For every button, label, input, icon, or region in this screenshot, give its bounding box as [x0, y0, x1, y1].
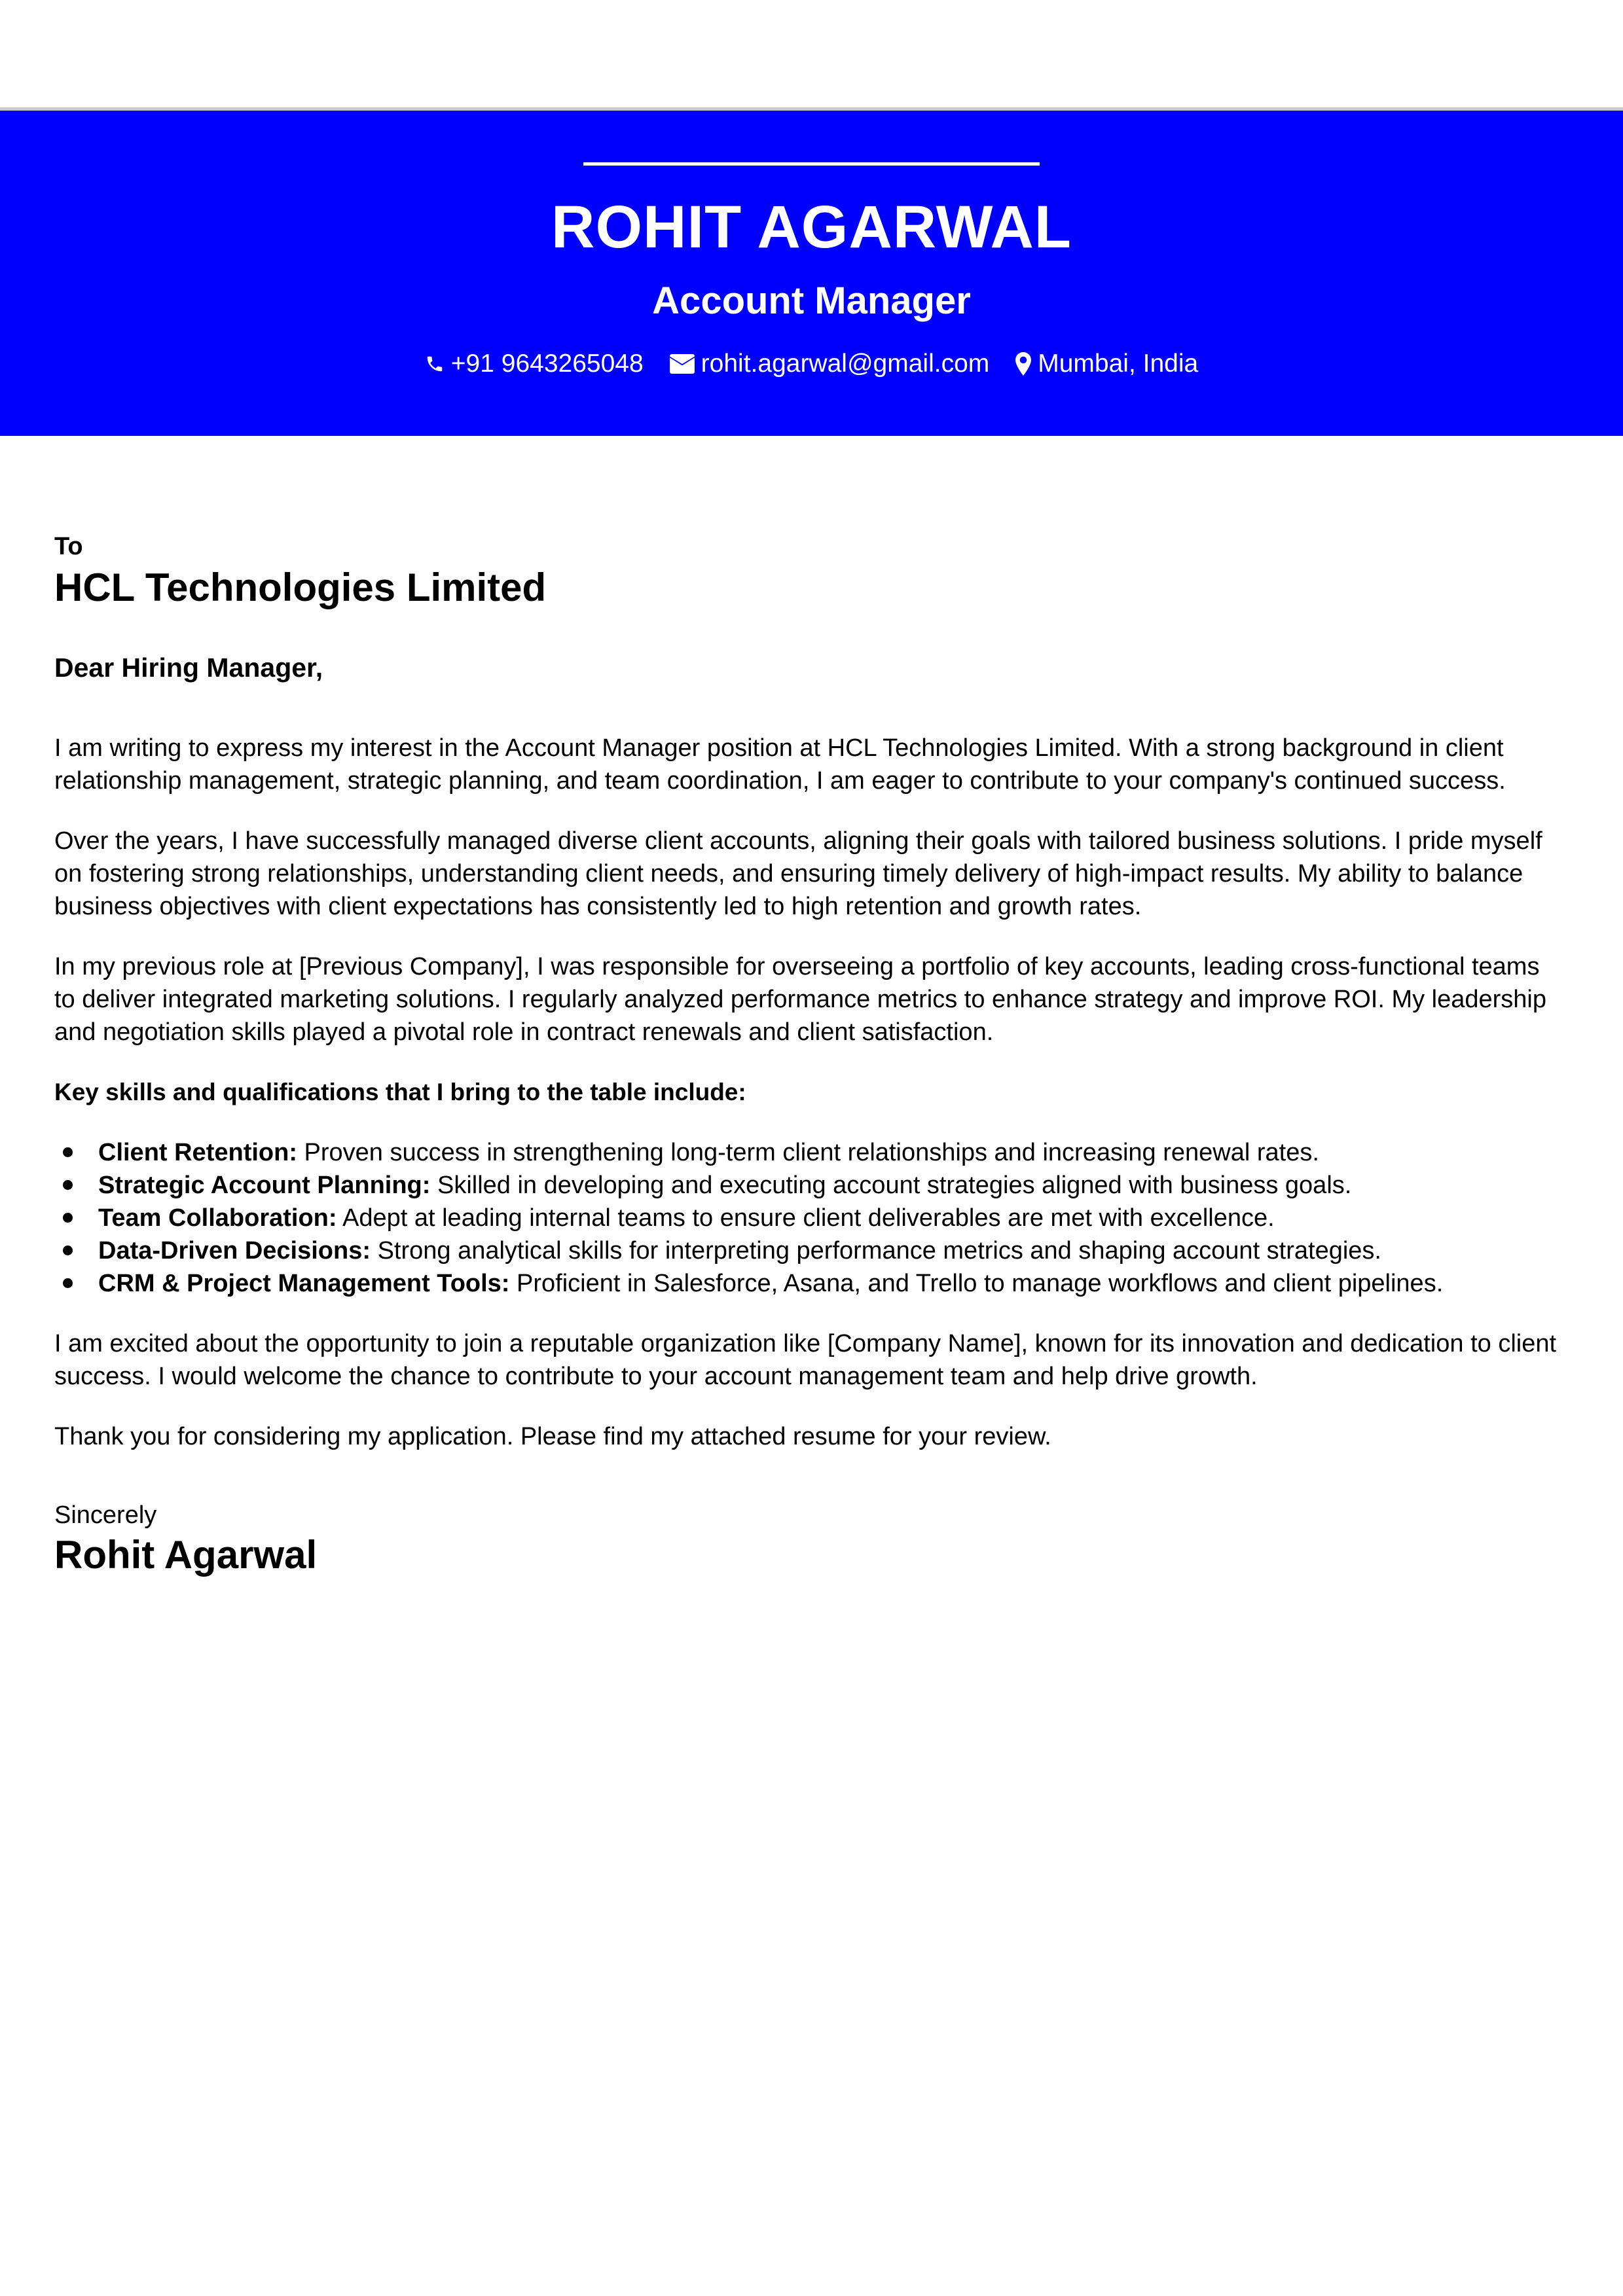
recipient-label: To	[54, 533, 83, 560]
applicant-title: Account Manager	[652, 279, 971, 322]
signature-name: Rohit Agarwal	[54, 1533, 318, 1577]
skill-description: Strong analytical skills for interpreting performance metrics and shaping account strategies.	[371, 1237, 1381, 1265]
email-address: rohit.agarwal@gmail.com	[701, 350, 990, 378]
list-item	[98, 1202, 1560, 1234]
email-icon	[670, 354, 695, 374]
contact-info	[0, 348, 1623, 380]
contact-email	[670, 348, 990, 380]
paragraph-closing: I am excited about the opportunity to join a reputable organization like [Company Name], known for its innovation and dedication to client success. I would welcome the chance to contribute to your account management team and help drive growth.	[54, 1330, 1557, 1390]
sign-off: Sincerely	[54, 1501, 157, 1529]
skill-description: Skilled in developing and executing account strategies aligned with business goals.	[430, 1172, 1352, 1199]
contact-location	[1015, 348, 1198, 380]
skill-label: Data-Driven Decisions:	[98, 1237, 371, 1265]
paragraph-intro: I am writing to express my interest in the Account Manager position at HCL Technologies Limited. With a strong background in client relationship management, strategic planning, and team coordination, I am eager to contribute to your company's continued success.	[54, 734, 1506, 795]
salutation: Dear Hiring Manager,	[54, 653, 323, 683]
skill-description: Proven success in strengthening long-term client relationships and increasing renewal rates.	[297, 1139, 1319, 1166]
letter-body	[54, 530, 1560, 1579]
list-item	[98, 1169, 1560, 1202]
skills-heading: Key skills and qualifications that I bring to the table include:	[54, 1079, 746, 1105]
list-item	[98, 1234, 1560, 1267]
skill-label: Strategic Account Planning:	[98, 1172, 431, 1199]
contact-phone	[425, 348, 644, 380]
skill-description: Proficient in Salesforce, Asana, and Trello to manage workflows and client pipelines.	[509, 1270, 1444, 1297]
paragraph-thanks: Thank you for considering my application. Please find my attached resume for your review.	[54, 1423, 1051, 1450]
paragraph-previous-role: In my previous role at [Previous Company], I was responsible for overseeing a portfolio of key accounts, leading cross-functional teams to deliver integrated marketing solutions. I regularly analyzed performance metrics to enhance strategy and improve ROI. My leadership and negotiation skills played a pivotal role in contract renewals and client satisfaction.	[54, 953, 1546, 1046]
list-item	[98, 1136, 1560, 1169]
skill-label: Client Retention:	[98, 1139, 297, 1166]
list-item	[98, 1267, 1560, 1300]
phone-icon	[425, 353, 445, 375]
skill-label: CRM & Project Management Tools:	[98, 1270, 510, 1297]
paragraph-experience: Over the years, I have successfully managed diverse client accounts, aligning their goals with tailored business solutions. I pride myself on fostering strong relationships, understanding client needs, and ensuring timely delivery of high-impact results. My ability to balance business objectives with client expectations has consistently led to high retention and growth rates.	[54, 827, 1542, 920]
header-accent-line	[583, 162, 1040, 166]
skill-description: Adept at leading internal teams to ensure client deliverables are met with excellence.	[337, 1204, 1275, 1232]
location-text: Mumbai, India	[1038, 350, 1199, 378]
skills-list	[54, 1136, 1560, 1300]
applicant-name: ROHIT AGARWAL	[551, 194, 1072, 260]
resume-header	[0, 111, 1623, 436]
recipient-company: HCL Technologies Limited	[54, 565, 547, 609]
skill-label: Team Collaboration:	[98, 1204, 337, 1232]
phone-number: +91 9643265048	[450, 350, 644, 378]
location-pin-icon	[1015, 352, 1031, 376]
